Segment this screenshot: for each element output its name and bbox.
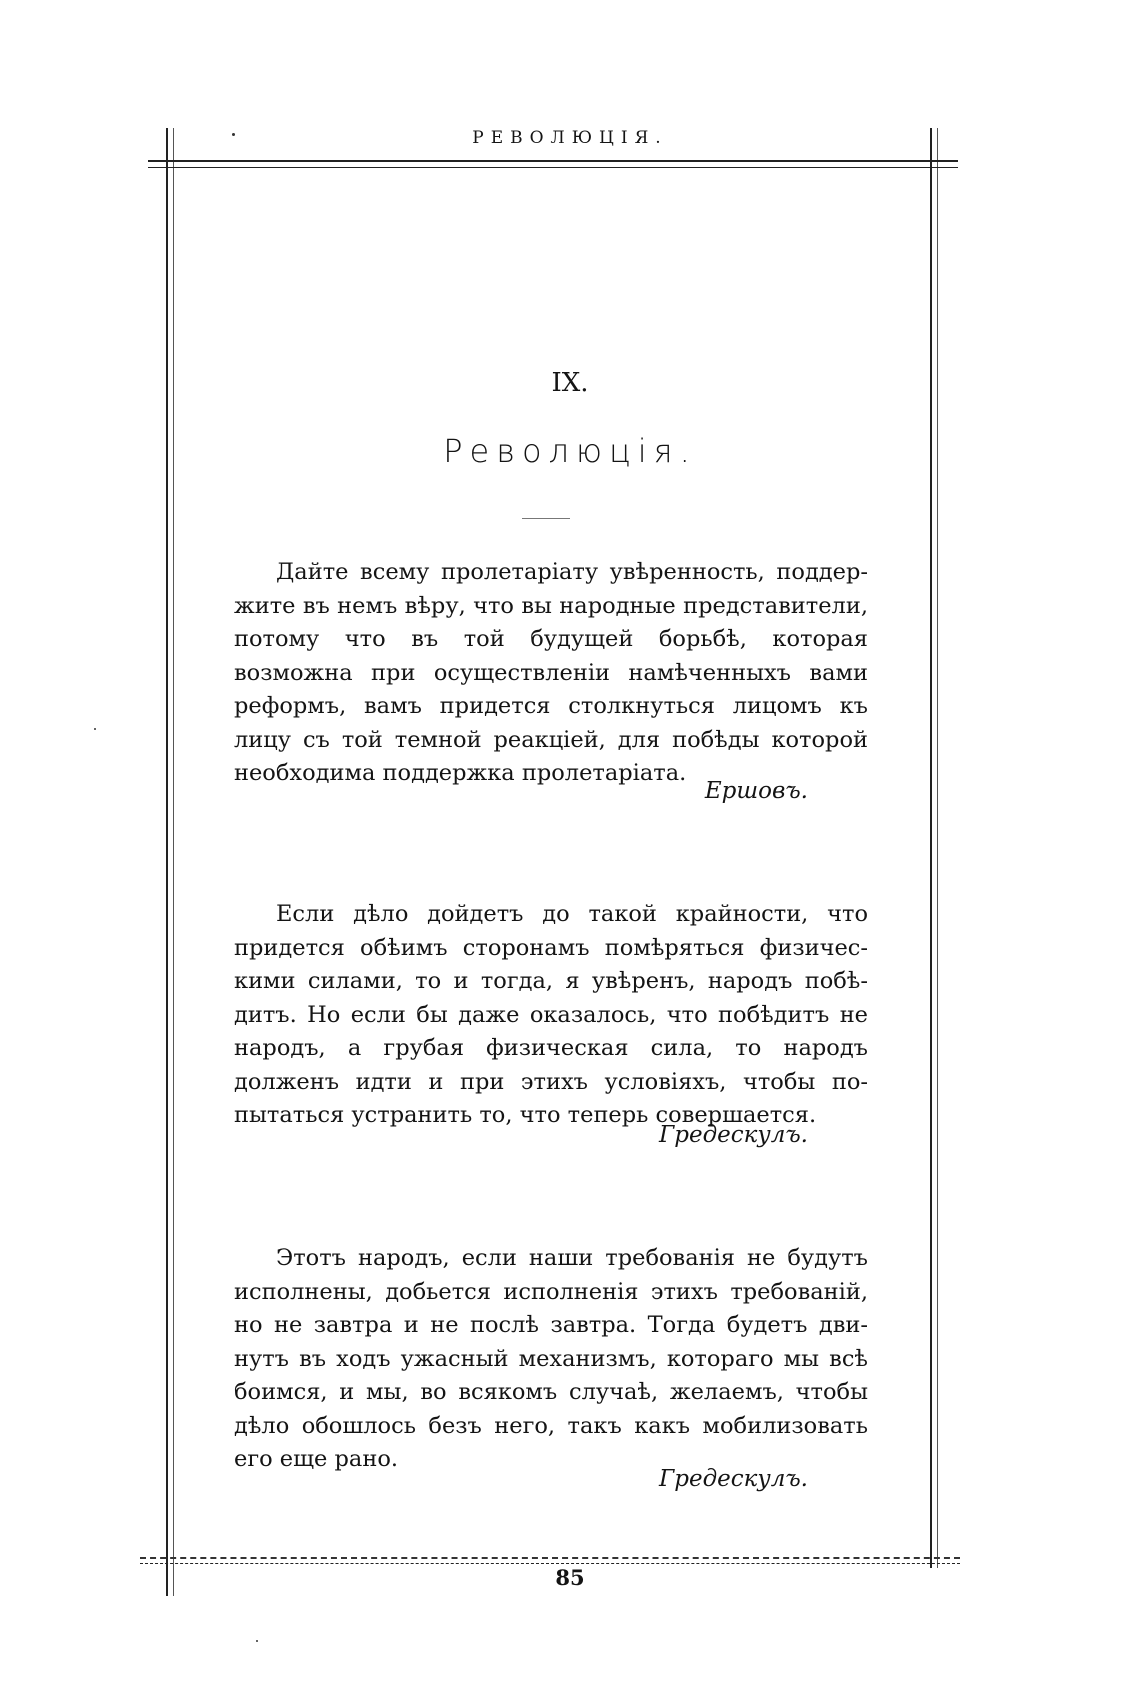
quote-author: Гредескулъ.: [659, 1122, 808, 1148]
running-title: РЕВОЛЮЦІЯ.: [472, 128, 668, 148]
ink-speck: [256, 1640, 258, 1642]
quote-author: Ершовъ.: [704, 778, 808, 804]
page-number: 85: [555, 1565, 585, 1590]
ornament-rule: [522, 518, 570, 519]
footer-rule-top: [140, 1557, 960, 1559]
frame-right-rule-outer: [930, 128, 932, 1568]
chapter-title: Революція.: [443, 432, 697, 470]
footer-rule-bottom: [140, 1563, 960, 1564]
frame-left-rule-inner: [173, 128, 174, 1596]
chapter-number: IX.: [551, 368, 589, 398]
header-rule-top: [148, 160, 958, 162]
quote-paragraph: Дайте всему пролетаріату увѣренность, поддержите въ немъ вѣру, что вы народные представители, потому что въ той будущей борьбѣ, которая возможна при осуществленіи намѣченныхъ вами реформъ, вамъ придется столкнуться лицомъ къ лицу съ той темной реакціей, для побѣды которой необходима поддержка пролетаріата.: [234, 559, 868, 786]
ink-speck: [94, 728, 96, 730]
quote-author: Гредескулъ.: [659, 1466, 808, 1492]
header-rule-bottom: [148, 167, 958, 168]
frame-right-rule-inner: [937, 128, 938, 1568]
quote-paragraph: Если дѣло дойдетъ до такой крайности, что придется обѣимъ сторонамъ помѣряться физическими силами, то и тогда, я увѣренъ, народъ побѣдитъ. Но если бы даже оказалось, что побѣдитъ не народъ, а грубая физическая сила, то народъ долженъ идти и при этихъ условіяхъ, чтобы попытаться устранить то, что теперь совершается.: [234, 901, 868, 1128]
quote-paragraph: Этотъ народъ, если наши требованія не будутъ исполнены, добьется исполненія этихъ требованій, но не завтра и не послѣ завтра. Тогда будетъ двинутъ въ ходъ ужасный механизмъ, котораго мы всѣ боимся, и мы, во всякомъ случаѣ, желаемъ, чтобы дѣло обошлось безъ него, такъ какъ мобилизовать его еще рано.: [234, 1245, 868, 1472]
frame-left-rule-outer: [166, 128, 168, 1596]
